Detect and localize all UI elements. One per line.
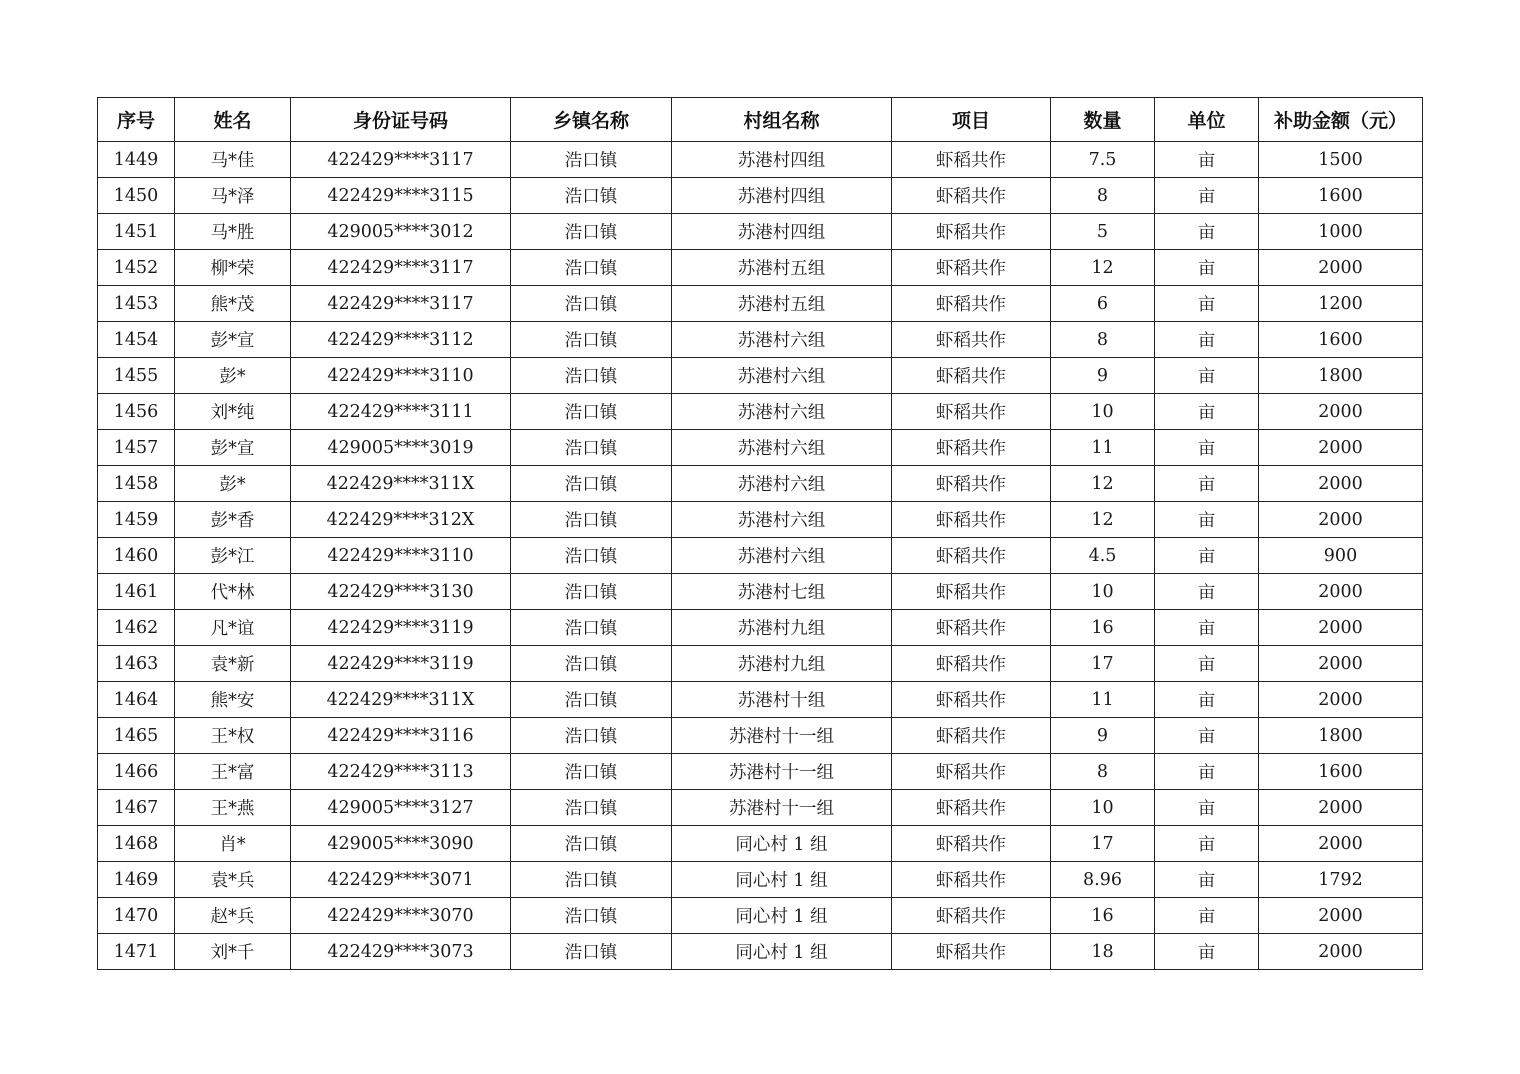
cell-project: 虾稻共作	[892, 718, 1051, 754]
cell-id-number: 422429****3117	[291, 142, 511, 178]
cell-id-number: 422429****3117	[291, 286, 511, 322]
cell-name: 彭*江	[175, 538, 291, 574]
cell-quantity: 8	[1051, 754, 1155, 790]
cell-unit: 亩	[1155, 862, 1259, 898]
cell-serial-number: 1468	[98, 826, 175, 862]
cell-project: 虾稻共作	[892, 862, 1051, 898]
cell-township: 浩口镇	[511, 610, 672, 646]
cell-unit: 亩	[1155, 718, 1259, 754]
cell-name: 马*泽	[175, 178, 291, 214]
cell-id-number: 422429****3071	[291, 862, 511, 898]
cell-project: 虾稻共作	[892, 538, 1051, 574]
table-row	[98, 286, 1423, 322]
cell-project: 虾稻共作	[892, 610, 1051, 646]
table-row	[98, 646, 1423, 682]
cell-project: 虾稻共作	[892, 250, 1051, 286]
cell-unit: 亩	[1155, 358, 1259, 394]
cell-id-number: 422429****3110	[291, 358, 511, 394]
cell-quantity: 12	[1051, 466, 1155, 502]
cell-subsidy-amount: 2000	[1259, 430, 1423, 466]
table-row	[98, 718, 1423, 754]
cell-subsidy-amount: 1800	[1259, 358, 1423, 394]
cell-village-group: 苏港村六组	[672, 466, 892, 502]
cell-subsidy-amount: 2000	[1259, 646, 1423, 682]
cell-township: 浩口镇	[511, 934, 672, 970]
cell-name: 彭*宣	[175, 322, 291, 358]
cell-name: 王*富	[175, 754, 291, 790]
cell-serial-number: 1456	[98, 394, 175, 430]
cell-quantity: 11	[1051, 430, 1155, 466]
cell-id-number: 422429****3113	[291, 754, 511, 790]
cell-township: 浩口镇	[511, 826, 672, 862]
cell-village-group: 苏港村九组	[672, 610, 892, 646]
cell-quantity: 5	[1051, 214, 1155, 250]
cell-village-group: 苏港村十一组	[672, 754, 892, 790]
cell-village-group: 苏港村四组	[672, 142, 892, 178]
cell-project: 虾稻共作	[892, 826, 1051, 862]
cell-id-number: 422429****3119	[291, 610, 511, 646]
cell-subsidy-amount: 2000	[1259, 250, 1423, 286]
cell-name: 赵*兵	[175, 898, 291, 934]
cell-project: 虾稻共作	[892, 898, 1051, 934]
table-row	[98, 358, 1423, 394]
cell-unit: 亩	[1155, 394, 1259, 430]
cell-subsidy-amount: 1792	[1259, 862, 1423, 898]
cell-name: 王*燕	[175, 790, 291, 826]
cell-village-group: 苏港村五组	[672, 286, 892, 322]
cell-subsidy-amount: 1600	[1259, 754, 1423, 790]
cell-serial-number: 1462	[98, 610, 175, 646]
cell-id-number: 429005****3019	[291, 430, 511, 466]
cell-township: 浩口镇	[511, 682, 672, 718]
cell-unit: 亩	[1155, 466, 1259, 502]
cell-unit: 亩	[1155, 250, 1259, 286]
header-row	[98, 98, 1423, 142]
cell-quantity: 11	[1051, 682, 1155, 718]
cell-village-group: 苏港村五组	[672, 250, 892, 286]
cell-id-number: 422429****312X	[291, 502, 511, 538]
table-row	[98, 574, 1423, 610]
cell-serial-number: 1452	[98, 250, 175, 286]
table-row	[98, 682, 1423, 718]
cell-unit: 亩	[1155, 178, 1259, 214]
cell-subsidy-amount: 2000	[1259, 898, 1423, 934]
cell-serial-number: 1463	[98, 646, 175, 682]
header-unit: 单位	[1155, 98, 1259, 142]
cell-unit: 亩	[1155, 610, 1259, 646]
cell-subsidy-amount: 1800	[1259, 718, 1423, 754]
cell-village-group: 苏港村六组	[672, 502, 892, 538]
cell-name: 彭*	[175, 466, 291, 502]
cell-township: 浩口镇	[511, 250, 672, 286]
cell-subsidy-amount: 2000	[1259, 610, 1423, 646]
cell-township: 浩口镇	[511, 862, 672, 898]
cell-project: 虾稻共作	[892, 790, 1051, 826]
cell-quantity: 6	[1051, 286, 1155, 322]
cell-quantity: 17	[1051, 646, 1155, 682]
cell-unit: 亩	[1155, 430, 1259, 466]
cell-serial-number: 1453	[98, 286, 175, 322]
cell-subsidy-amount: 1500	[1259, 142, 1423, 178]
cell-township: 浩口镇	[511, 286, 672, 322]
cell-village-group: 苏港村六组	[672, 322, 892, 358]
cell-project: 虾稻共作	[892, 430, 1051, 466]
cell-subsidy-amount: 2000	[1259, 502, 1423, 538]
cell-project: 虾稻共作	[892, 214, 1051, 250]
cell-id-number: 429005****3127	[291, 790, 511, 826]
cell-unit: 亩	[1155, 322, 1259, 358]
cell-township: 浩口镇	[511, 394, 672, 430]
cell-village-group: 苏港村九组	[672, 646, 892, 682]
table-row	[98, 790, 1423, 826]
cell-name: 代*林	[175, 574, 291, 610]
cell-project: 虾稻共作	[892, 682, 1051, 718]
cell-township: 浩口镇	[511, 502, 672, 538]
cell-project: 虾稻共作	[892, 466, 1051, 502]
cell-quantity: 8	[1051, 322, 1155, 358]
cell-project: 虾稻共作	[892, 502, 1051, 538]
table-row	[98, 394, 1423, 430]
cell-quantity: 10	[1051, 574, 1155, 610]
cell-village-group: 同心村 1 组	[672, 826, 892, 862]
cell-name: 袁*新	[175, 646, 291, 682]
cell-serial-number: 1450	[98, 178, 175, 214]
cell-subsidy-amount: 2000	[1259, 790, 1423, 826]
cell-subsidy-amount: 2000	[1259, 682, 1423, 718]
cell-unit: 亩	[1155, 754, 1259, 790]
cell-township: 浩口镇	[511, 754, 672, 790]
cell-unit: 亩	[1155, 286, 1259, 322]
cell-serial-number: 1470	[98, 898, 175, 934]
cell-id-number: 422429****3073	[291, 934, 511, 970]
cell-id-number: 422429****311X	[291, 466, 511, 502]
cell-serial-number: 1455	[98, 358, 175, 394]
cell-project: 虾稻共作	[892, 394, 1051, 430]
header-village-group: 村组名称	[672, 98, 892, 142]
cell-quantity: 12	[1051, 502, 1155, 538]
cell-id-number: 422429****3110	[291, 538, 511, 574]
table-body	[98, 142, 1423, 970]
cell-id-number: 422429****3115	[291, 178, 511, 214]
cell-name: 马*胜	[175, 214, 291, 250]
cell-project: 虾稻共作	[892, 286, 1051, 322]
header-name: 姓名	[175, 98, 291, 142]
cell-serial-number: 1461	[98, 574, 175, 610]
cell-quantity: 16	[1051, 610, 1155, 646]
cell-name: 肖*	[175, 826, 291, 862]
table-row	[98, 250, 1423, 286]
table-row	[98, 898, 1423, 934]
cell-village-group: 同心村 1 组	[672, 898, 892, 934]
cell-project: 虾稻共作	[892, 142, 1051, 178]
cell-subsidy-amount: 900	[1259, 538, 1423, 574]
cell-name: 彭*香	[175, 502, 291, 538]
cell-township: 浩口镇	[511, 214, 672, 250]
table-row	[98, 142, 1423, 178]
cell-subsidy-amount: 1600	[1259, 178, 1423, 214]
cell-id-number: 422429****3130	[291, 574, 511, 610]
cell-subsidy-amount: 2000	[1259, 394, 1423, 430]
cell-township: 浩口镇	[511, 430, 672, 466]
cell-village-group: 苏港村六组	[672, 430, 892, 466]
cell-quantity: 10	[1051, 394, 1155, 430]
cell-subsidy-amount: 2000	[1259, 466, 1423, 502]
cell-unit: 亩	[1155, 682, 1259, 718]
cell-name: 刘*千	[175, 934, 291, 970]
table-row	[98, 754, 1423, 790]
cell-name: 袁*兵	[175, 862, 291, 898]
table-row	[98, 214, 1423, 250]
cell-serial-number: 1449	[98, 142, 175, 178]
cell-serial-number: 1457	[98, 430, 175, 466]
cell-subsidy-amount: 2000	[1259, 934, 1423, 970]
cell-unit: 亩	[1155, 502, 1259, 538]
cell-serial-number: 1451	[98, 214, 175, 250]
cell-quantity: 9	[1051, 718, 1155, 754]
cell-project: 虾稻共作	[892, 178, 1051, 214]
cell-village-group: 同心村 1 组	[672, 934, 892, 970]
cell-unit: 亩	[1155, 898, 1259, 934]
table-row	[98, 430, 1423, 466]
cell-serial-number: 1466	[98, 754, 175, 790]
cell-unit: 亩	[1155, 214, 1259, 250]
cell-township: 浩口镇	[511, 466, 672, 502]
cell-quantity: 8	[1051, 178, 1155, 214]
cell-project: 虾稻共作	[892, 646, 1051, 682]
cell-township: 浩口镇	[511, 322, 672, 358]
table-row	[98, 466, 1423, 502]
cell-id-number: 422429****3117	[291, 250, 511, 286]
cell-village-group: 苏港村四组	[672, 214, 892, 250]
cell-unit: 亩	[1155, 826, 1259, 862]
header-project: 项目	[892, 98, 1051, 142]
cell-name: 凡*谊	[175, 610, 291, 646]
cell-township: 浩口镇	[511, 574, 672, 610]
cell-project: 虾稻共作	[892, 358, 1051, 394]
cell-subsidy-amount: 1000	[1259, 214, 1423, 250]
cell-subsidy-amount: 1200	[1259, 286, 1423, 322]
cell-id-number: 422429****3112	[291, 322, 511, 358]
cell-quantity: 12	[1051, 250, 1155, 286]
cell-village-group: 苏港村十一组	[672, 790, 892, 826]
cell-serial-number: 1465	[98, 718, 175, 754]
table-row	[98, 934, 1423, 970]
table-row	[98, 538, 1423, 574]
table-row	[98, 502, 1423, 538]
cell-project: 虾稻共作	[892, 934, 1051, 970]
cell-unit: 亩	[1155, 538, 1259, 574]
cell-quantity: 9	[1051, 358, 1155, 394]
table-header	[98, 98, 1423, 142]
cell-unit: 亩	[1155, 142, 1259, 178]
cell-unit: 亩	[1155, 934, 1259, 970]
cell-name: 柳*荣	[175, 250, 291, 286]
table-row	[98, 178, 1423, 214]
cell-village-group: 苏港村六组	[672, 394, 892, 430]
table-row	[98, 826, 1423, 862]
cell-serial-number: 1454	[98, 322, 175, 358]
cell-township: 浩口镇	[511, 718, 672, 754]
cell-id-number: 422429****3119	[291, 646, 511, 682]
cell-village-group: 同心村 1 组	[672, 862, 892, 898]
cell-id-number: 422429****311X	[291, 682, 511, 718]
cell-quantity: 18	[1051, 934, 1155, 970]
cell-quantity: 10	[1051, 790, 1155, 826]
cell-name: 熊*茂	[175, 286, 291, 322]
cell-quantity: 16	[1051, 898, 1155, 934]
cell-quantity: 7.5	[1051, 142, 1155, 178]
cell-serial-number: 1471	[98, 934, 175, 970]
cell-id-number: 422429****3070	[291, 898, 511, 934]
cell-name: 刘*纯	[175, 394, 291, 430]
cell-project: 虾稻共作	[892, 322, 1051, 358]
cell-quantity: 4.5	[1051, 538, 1155, 574]
cell-serial-number: 1469	[98, 862, 175, 898]
cell-id-number: 429005****3090	[291, 826, 511, 862]
cell-township: 浩口镇	[511, 898, 672, 934]
cell-serial-number: 1460	[98, 538, 175, 574]
cell-village-group: 苏港村十组	[672, 682, 892, 718]
header-quantity: 数量	[1051, 98, 1155, 142]
cell-project: 虾稻共作	[892, 574, 1051, 610]
cell-quantity: 8.96	[1051, 862, 1155, 898]
cell-subsidy-amount: 1600	[1259, 322, 1423, 358]
cell-village-group: 苏港村四组	[672, 178, 892, 214]
cell-unit: 亩	[1155, 574, 1259, 610]
cell-name: 马*佳	[175, 142, 291, 178]
cell-township: 浩口镇	[511, 538, 672, 574]
table-row	[98, 862, 1423, 898]
cell-id-number: 422429****3111	[291, 394, 511, 430]
table-row	[98, 610, 1423, 646]
header-township: 乡镇名称	[511, 98, 672, 142]
cell-project: 虾稻共作	[892, 754, 1051, 790]
subsidy-table	[97, 97, 1423, 970]
cell-township: 浩口镇	[511, 790, 672, 826]
cell-village-group: 苏港村七组	[672, 574, 892, 610]
cell-name: 彭*宣	[175, 430, 291, 466]
header-subsidy-amount: 补助金额（元）	[1259, 98, 1423, 142]
cell-village-group: 苏港村十一组	[672, 718, 892, 754]
header-id-number: 身份证号码	[291, 98, 511, 142]
cell-unit: 亩	[1155, 790, 1259, 826]
cell-township: 浩口镇	[511, 142, 672, 178]
cell-serial-number: 1459	[98, 502, 175, 538]
cell-serial-number: 1467	[98, 790, 175, 826]
cell-serial-number: 1458	[98, 466, 175, 502]
cell-village-group: 苏港村六组	[672, 358, 892, 394]
cell-unit: 亩	[1155, 646, 1259, 682]
cell-serial-number: 1464	[98, 682, 175, 718]
cell-name: 王*权	[175, 718, 291, 754]
cell-quantity: 17	[1051, 826, 1155, 862]
cell-subsidy-amount: 2000	[1259, 574, 1423, 610]
cell-township: 浩口镇	[511, 178, 672, 214]
cell-subsidy-amount: 2000	[1259, 826, 1423, 862]
header-serial-number: 序号	[98, 98, 175, 142]
cell-id-number: 429005****3012	[291, 214, 511, 250]
cell-township: 浩口镇	[511, 358, 672, 394]
cell-id-number: 422429****3116	[291, 718, 511, 754]
table-row	[98, 322, 1423, 358]
cell-name: 熊*安	[175, 682, 291, 718]
cell-township: 浩口镇	[511, 646, 672, 682]
cell-name: 彭*	[175, 358, 291, 394]
cell-village-group: 苏港村六组	[672, 538, 892, 574]
